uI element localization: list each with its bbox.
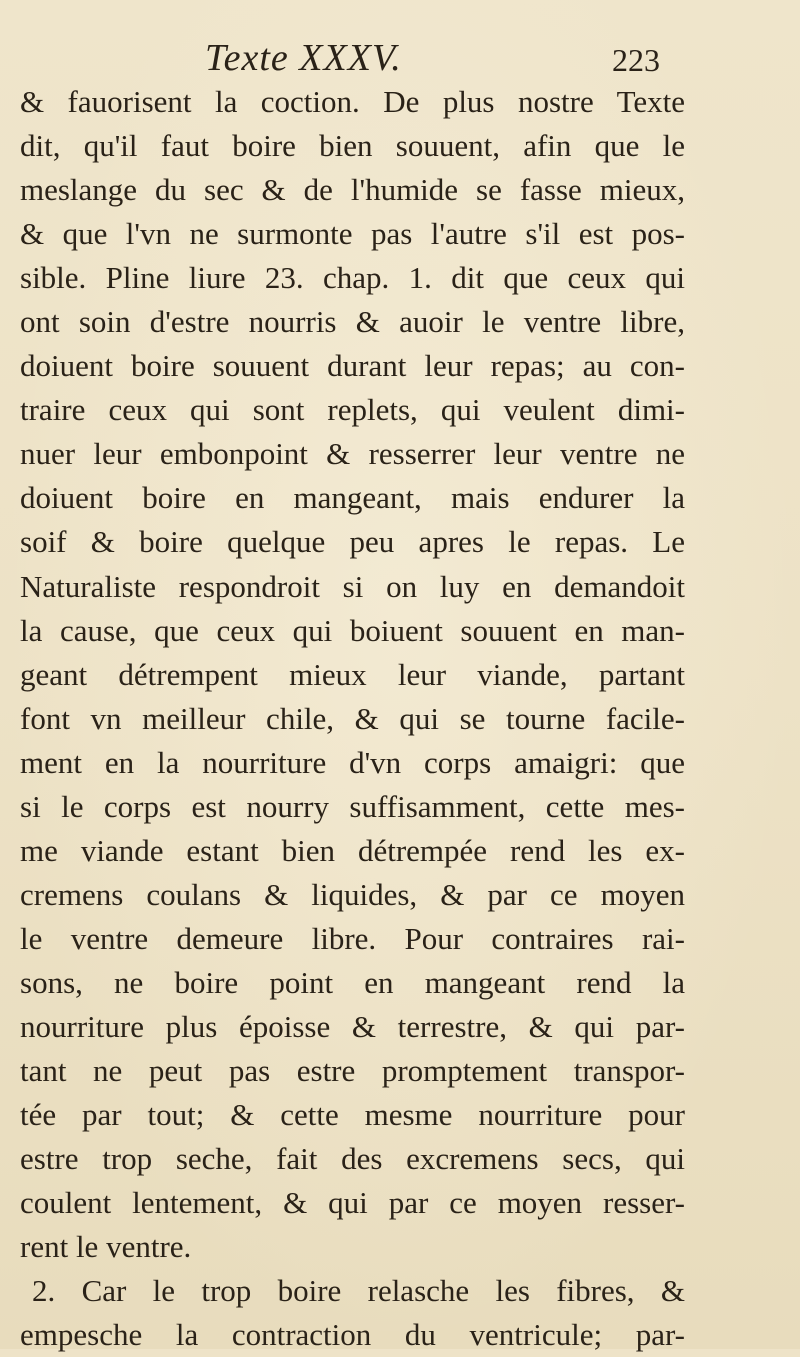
text-line: tant ne peut pas estre promptement transpor- (20, 1053, 685, 1089)
page-number: 223 (612, 42, 660, 78)
text-line: sons, ne boire point en mangeant rend la (20, 964, 685, 1000)
body-text (20, 80, 685, 1357)
text-line: si le corps est nourry suffisamment, cette mes- (20, 788, 685, 824)
text-line: soif & boire quelque peu apres le repas. Le (20, 524, 685, 560)
text-line: ont soin d'estre nourris & auoir le ventre libre, (20, 304, 685, 340)
text-line: doiuent boire souuent durant leur repas; au con- (20, 348, 685, 384)
text-line: ment en la nourriture d'vn corps amaigri: que (20, 744, 685, 780)
text-line: estre trop seche, fait des excremens secs, qui (20, 1141, 685, 1177)
text-line: rent le ventre. (20, 1229, 192, 1265)
text-line: sible. Pline liure 23. chap. 1. dit que ceux qui (20, 260, 685, 296)
text-line: dit, qu'il faut boire bien souuent, afin que le (20, 128, 685, 164)
page-header (0, 38, 800, 78)
text-line: & que l'vn ne surmonte pas l'autre s'il est pos- (20, 216, 685, 252)
text-line: meslange du sec & de l'humide se fasse mieux, (20, 172, 685, 208)
text-line: le ventre demeure libre. Pour contraires rai- (20, 920, 685, 956)
text-line: coulent lentement, & qui par ce moyen resser- (20, 1185, 685, 1221)
text-line: tée par tout; & cette mesme nourriture pour (20, 1097, 685, 1133)
text-line: cremens coulans & liquides, & par ce moyen (20, 876, 685, 912)
text-line: geant détrempent mieux leur viande, partant (20, 656, 685, 692)
running-title: Texte XXXV. (205, 37, 402, 79)
text-line: la cause, que ceux qui boiuent souuent en man- (20, 612, 685, 648)
text-line: Naturaliste respondroit si on luy en demandoit (20, 568, 685, 604)
text-line: me viande estant bien détrempée rend les ex- (20, 832, 685, 868)
text-line: font vn meilleur chile, & qui se tourne facile- (20, 700, 685, 736)
text-line: nourriture plus époisse & terrestre, & qui par- (20, 1008, 685, 1044)
text-line: empesche la contraction du ventricule; par- (20, 1317, 685, 1353)
text-line: doiuent boire en mangeant, mais endurer la (20, 480, 685, 516)
text-line: 2. Car le trop boire relasche les fibres, & (32, 1273, 685, 1309)
text-line: & fauorisent la coction. De plus nostre Texte (20, 84, 685, 119)
text-line: traire ceux qui sont replets, qui veulent dimi- (20, 392, 685, 428)
text-line: nuer leur embonpoint & resserrer leur ventre ne (20, 436, 685, 472)
